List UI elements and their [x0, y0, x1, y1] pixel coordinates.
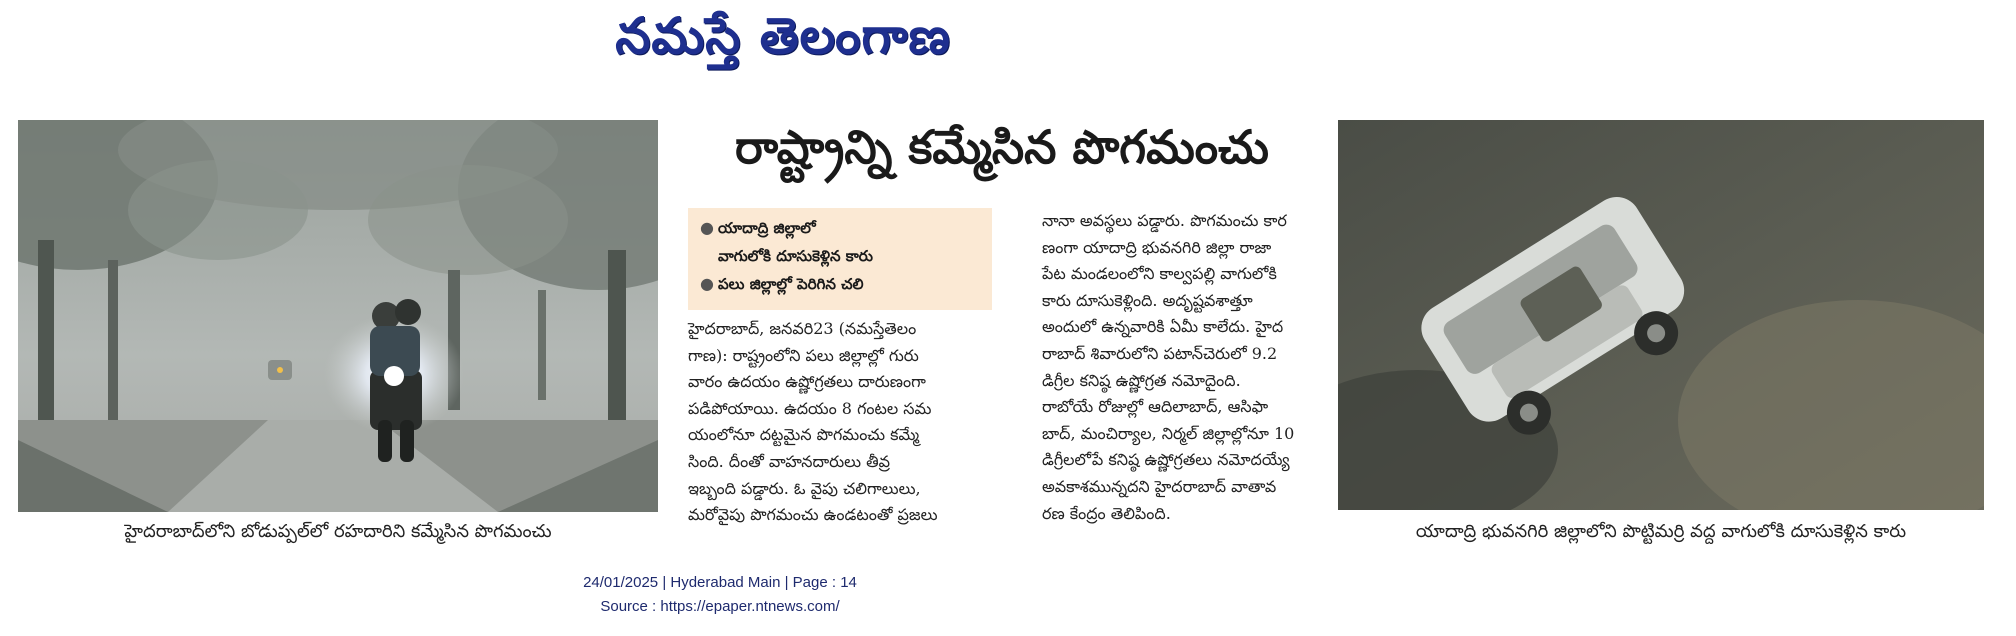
source-link[interactable]: Source : https://epaper.ntnews.com/ — [600, 598, 840, 615]
body-line: అందులో ఉన్నవారికి ఏమీ కాలేదు. హైద — [1042, 317, 1284, 337]
highlight-item-continuation — [698, 242, 992, 270]
highlight-text: వాగులోకి దూసుకెళ్లిన కారు — [718, 247, 873, 265]
edition-info: 24/01/2025 | Hyderabad Main | Page : 14 — [583, 574, 857, 591]
highlights-box — [688, 208, 992, 310]
right-photo-caption: యాదాద్రి భువనగిరి జిల్లాలోని పొట్టిమర్రి వద్ద వాగులోకి దూసుకెళ్లిన కారు — [1415, 521, 1907, 542]
body-line: ఇబ్బంది పడ్డారు. ఓ వైపు చలిగాలులు, — [688, 478, 921, 498]
body-line: రాబాద్ శివారులోని పటాన్‌చెరులో 9.2 — [1042, 343, 1278, 363]
article-headline: రాష్ట్రాన్ని కమ్మేసిన పొగమంచు — [735, 120, 1269, 174]
body-line: ణంగా యాదాద్రి భువనగిరి జిల్లా రాజా — [1042, 237, 1272, 257]
body-line: మరోవైపు పొగమంచు ఉండటంతో ప్రజలు — [688, 505, 938, 525]
highlight-text: పలు జిల్లాల్లో పెరిగిన చలి — [718, 275, 864, 293]
body-line: రాబోయే రోజుల్లో ఆదిలాబాద్, ఆసిఫా — [1042, 397, 1269, 417]
newspaper-masthead: నమస్తే తెలంగాణ — [615, 6, 951, 65]
body-line: యంలోనూ దట్టమైన పొగమంచు కమ్మే — [688, 425, 920, 445]
body-line: కారు దూసుకెళ్లింది. అదృష్టవశాత్తూ — [1042, 290, 1253, 310]
body-line: పడిపోయాయి. ఉదయం 8 గంటల సమ — [688, 398, 932, 418]
body-line: అవకాశమున్నదని హైదరాబాద్ వాతావ — [1042, 476, 1277, 496]
body-line: హైదరాబాద్, జనవరి23 (నమస్తేతెలం — [688, 319, 917, 338]
bullet-icon: ● — [700, 218, 714, 237]
highlight-text: యాదాద్రి జిల్లాలో — [718, 219, 816, 237]
body-line: బాద్, మంచిర్యాల, నిర్మల్ జిల్లాల్లోనూ 10 — [1042, 423, 1295, 443]
foggy-road-photo — [18, 120, 658, 512]
article-body-right-column — [1042, 208, 1332, 527]
highlight-item — [698, 270, 992, 298]
highlight-item — [698, 214, 992, 242]
body-line: పేట మండలంలోని కాల్వపల్లి వాగులోకి — [1042, 264, 1277, 284]
left-photo-caption: హైదరాబాద్‌లోని బోడుప్పల్‌లో రహదారిని కమ్మేసిన పొగమంచు — [124, 521, 552, 542]
body-line: రణ కేంద్రం తెలిపింది. — [1042, 503, 1171, 523]
body-line: డిగ్రీల కనిష్ఠ ఉష్ణోగ్రత నమోదైంది. — [1042, 370, 1241, 390]
body-line: డిగ్రీలలోపే కనిష్ఠ ఉష్ణోగ్రతలు నమోదయ్యే — [1042, 450, 1290, 470]
overturned-car-photo — [1338, 120, 1984, 510]
bullet-icon: ● — [700, 274, 714, 293]
body-line: గాణ): రాష్ట్రంలోని పలు జిల్లాల్లో గురు — [688, 345, 919, 365]
body-line: సింది. దీంతో వాహనదారులు తీవ్ర — [688, 451, 890, 471]
article-body-left-column — [688, 316, 992, 529]
body-line: నానా అవస్థలు పడ్డారు. పొగమంచు కార — [1042, 211, 1287, 230]
body-line: వారం ఉదయం ఉష్ణోగ్రతలు దారుణంగా — [688, 372, 926, 392]
